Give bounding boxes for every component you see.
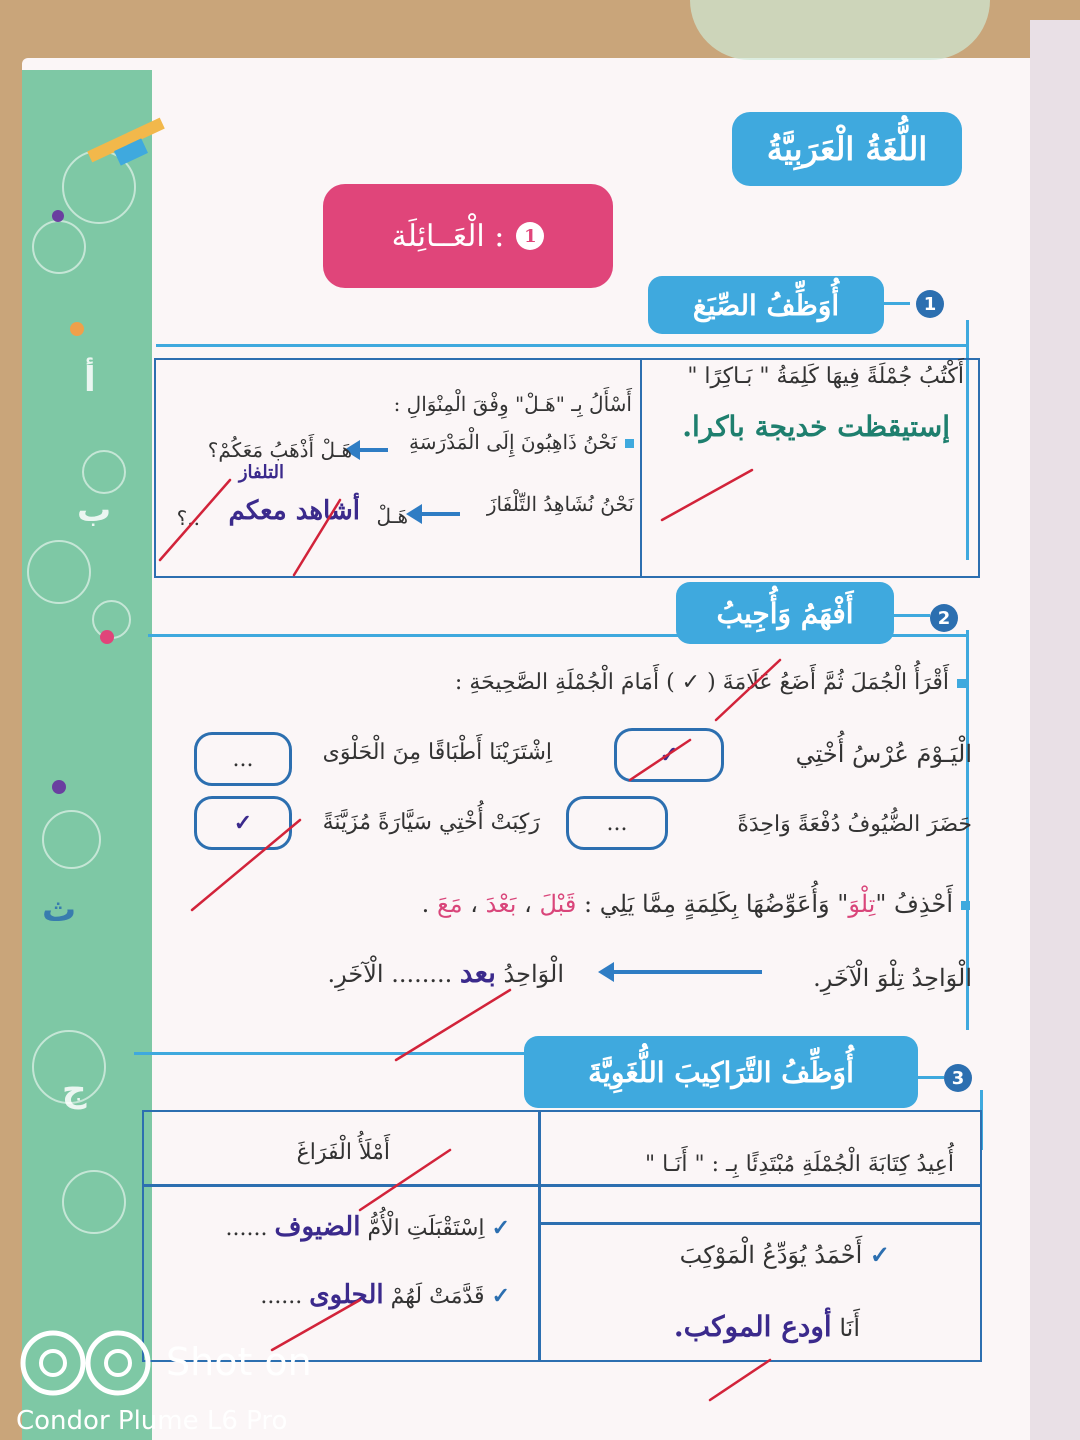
- example-arrow-icon: [612, 970, 762, 974]
- section2-number: 2: [930, 604, 958, 632]
- section3-left-header: [297, 1140, 390, 1165]
- subject-title: [732, 112, 962, 186]
- section1-row2-question: [376, 504, 408, 528]
- example-target-end: ........ الْآخَرِ.: [327, 960, 453, 988]
- section1-left-prompt-text: أَسْأَلُ بِـ "هَـلْ" وِفْقَ الْمِنْوَالِ :: [393, 392, 632, 416]
- instruction2-part-a: أَحْذِفُ ": [875, 890, 953, 918]
- section2-item3: [737, 812, 972, 837]
- bullet-icon: [961, 901, 970, 910]
- row2-arrow-icon: [420, 512, 460, 516]
- section2-title: [676, 582, 894, 644]
- right-answer-prefix: أَنَا: [839, 1314, 860, 1342]
- item2-text: اِشْتَرَيْنَا أَطْبَاقًا مِنَ الْحَلْوَى: [322, 740, 552, 765]
- section3-right-answer-line: [674, 1310, 860, 1343]
- section1-title: [648, 276, 884, 334]
- unit-number: 1: [516, 222, 544, 250]
- section2-item2: [323, 740, 552, 765]
- section1-row2-end: [177, 506, 200, 530]
- option-baada: بَعْدَ: [485, 890, 517, 918]
- section1-rule: [156, 344, 966, 347]
- item4-answer-box[interactable]: [194, 796, 292, 850]
- check-icon: ✓: [869, 1240, 890, 1269]
- section2-instruction1-text: أَقْرَأُ الْجُمَلَ ثُمَّ أَضَعُ عَلَامَةَ ( ✓ ) أَمَامَ الْجُمْلَةِ الصَّحِيحَةِ :: [454, 670, 949, 695]
- section1-right-prompt-text: أَكْتُبُ جُمْلَةً فِيهَا كَلِمَةُ " بَـاكِرًا ": [687, 364, 964, 389]
- row1-statement-text: نَحْنُ ذَاهِبُونَ إِلَى الْمَدْرَسَةِ: [408, 430, 617, 454]
- right-answer-text: أودع الموكب.: [673, 1310, 832, 1343]
- section3-right-header: [645, 1152, 954, 1177]
- item4-mark: ✓: [233, 810, 253, 836]
- pencil-icon: [76, 104, 186, 174]
- section1-row1-statement: [409, 430, 634, 454]
- left-line2-dots: ......: [260, 1284, 303, 1309]
- unit-title: [323, 184, 613, 288]
- option-maa: مَعَ: [436, 890, 463, 918]
- right-sentence-text: أَحْمَدُ يُوَدِّعُ الْمَوْكِبَ: [679, 1241, 863, 1269]
- section1-row2-answer-extra: [239, 462, 284, 483]
- example-answer: بعد: [459, 956, 496, 989]
- section3-rule-top: [916, 1076, 944, 1079]
- check-icon: ✓: [491, 1283, 510, 1309]
- row2-answer-text: أشاهد معكم: [228, 496, 360, 526]
- bullet-icon: [957, 679, 966, 688]
- section1-number: 1: [916, 290, 944, 318]
- decorative-side-strip: أ ب ث ج: [22, 70, 152, 1440]
- left-line1-prefix: اِسْتَقْبَلَتِ الْأُمُّ: [367, 1216, 485, 1241]
- item1-mark: ✓: [659, 742, 679, 768]
- section3-header-bottom-right: [540, 1222, 980, 1225]
- section3-rule: [134, 1052, 534, 1055]
- item3-mark: ...: [606, 810, 628, 836]
- instruction2-part-b: " وَأُعَوِّضُهَا بِكَلِمَةٍ مِمَّا يَلِي :: [584, 890, 849, 918]
- section2-item4: [323, 810, 540, 835]
- facing-page-edge: [1030, 20, 1080, 1440]
- example-source-text: الْوَاحِدُ تِلْوَ الْآخَرِ.: [813, 964, 972, 992]
- item1-text: الْيَـوْمَ عُرْسُ أُخْتِي: [795, 740, 972, 768]
- row2-answer-extra-text: التلفاز: [238, 462, 284, 483]
- section2-example-target: [328, 956, 565, 989]
- item4-text: رَكِبَتْ أُخْتِي سَيَّارَةً مُزَيَّنَةً: [322, 810, 540, 835]
- row1-arrow-icon: [358, 448, 388, 452]
- watermark-line1: Shot on: [166, 1340, 312, 1384]
- check-icon: ✓: [491, 1215, 510, 1241]
- left-line2-answer: الحلوى: [309, 1280, 384, 1310]
- section1-left-prompt: [394, 392, 632, 416]
- instruction2-word: تِلْوَ: [848, 890, 876, 918]
- section1-divider: [640, 360, 642, 576]
- section1-title-text: أُوَظِّفُ الصِّيَغ: [692, 288, 840, 322]
- item2-answer-box[interactable]: [194, 732, 292, 786]
- section1-row2-answer: [229, 496, 360, 526]
- left-header-text: أَمْلَأُ الْفَرَاغَ: [296, 1140, 390, 1165]
- section1-right-answer: [682, 410, 950, 443]
- camera-logo-icon: [18, 1328, 158, 1398]
- row1-question-text: هَـلْ أَذْهَبُ مَعَكُمْ؟: [207, 438, 352, 462]
- section3-column-divider: [538, 1112, 541, 1360]
- top-decoration: [690, 0, 990, 60]
- section3-left-line1: [226, 1212, 510, 1242]
- section1-right-prompt: [687, 364, 964, 389]
- section3-left-line2: [260, 1280, 510, 1310]
- item2-mark: ...: [232, 746, 254, 772]
- left-line1-dots: ......: [225, 1216, 268, 1241]
- row2-statement-text: نَحْنُ نُشَاهِدُ التِّلْفَازَ: [486, 492, 634, 516]
- section1-row2-statement: [487, 492, 634, 516]
- section2-title-text: أَفْهَمُ وَأُجِيبُ: [716, 596, 854, 630]
- watermark-line2: Condor Plume L6 Pro: [16, 1406, 288, 1436]
- item1-answer-box[interactable]: [614, 728, 724, 782]
- subject-title-text: اللُّغَةُ الْعَرَبِيَّةُ: [766, 130, 928, 168]
- option-qabla: قَبْلَ: [539, 890, 577, 918]
- row2-end-text: ..؟: [176, 506, 200, 530]
- item3-answer-box[interactable]: [566, 796, 668, 850]
- row2-question-prefix: هَـلْ: [376, 504, 408, 528]
- item3-text: حَضَرَ الضُّيُوفُ دُفْعَةً وَاحِدَةً: [737, 812, 972, 837]
- section2-example-source: [813, 964, 972, 992]
- section2-instruction1: [455, 670, 966, 695]
- section3-title-text: أُوَظِّفُ التَّرَاكِيبَ اللُّغَوِيَّةَ: [588, 1055, 854, 1089]
- section1-row1-question: [208, 438, 352, 462]
- section1-rule-top: [880, 302, 910, 305]
- section3-header-divider: [144, 1184, 980, 1187]
- unit-title-text: : الْعَــائِلَة: [391, 218, 505, 254]
- section3-number: 3: [944, 1064, 972, 1092]
- section2-item1: [796, 740, 972, 768]
- section1-right-answer-text: إستيقظت خديجة باكرا.: [682, 410, 950, 443]
- section3-right-sentence: [680, 1240, 890, 1269]
- section2-instruction2: أَحْذِفُ "تِلْوَ" وَأُعَوِّضُهَا بِكَلِمَةٍ مِمَّا يَلِي : قَبْلَ ، بَعْدَ ، مَعَ .: [422, 890, 970, 918]
- bullet-icon: [625, 439, 634, 448]
- left-line2-prefix: قَدَّمَتْ لَهُمْ: [390, 1284, 485, 1309]
- section3-title: [524, 1036, 918, 1108]
- left-line1-answer: الضيوف: [274, 1212, 361, 1242]
- example-target-start: الْوَاحِدُ: [503, 960, 564, 988]
- right-header-text: أُعِيدُ كِتَابَةَ الْجُمْلَةِ مُبْتَدِئًا بِـ : " أَنَـا ": [645, 1152, 954, 1177]
- section2-rule-top: [890, 614, 930, 617]
